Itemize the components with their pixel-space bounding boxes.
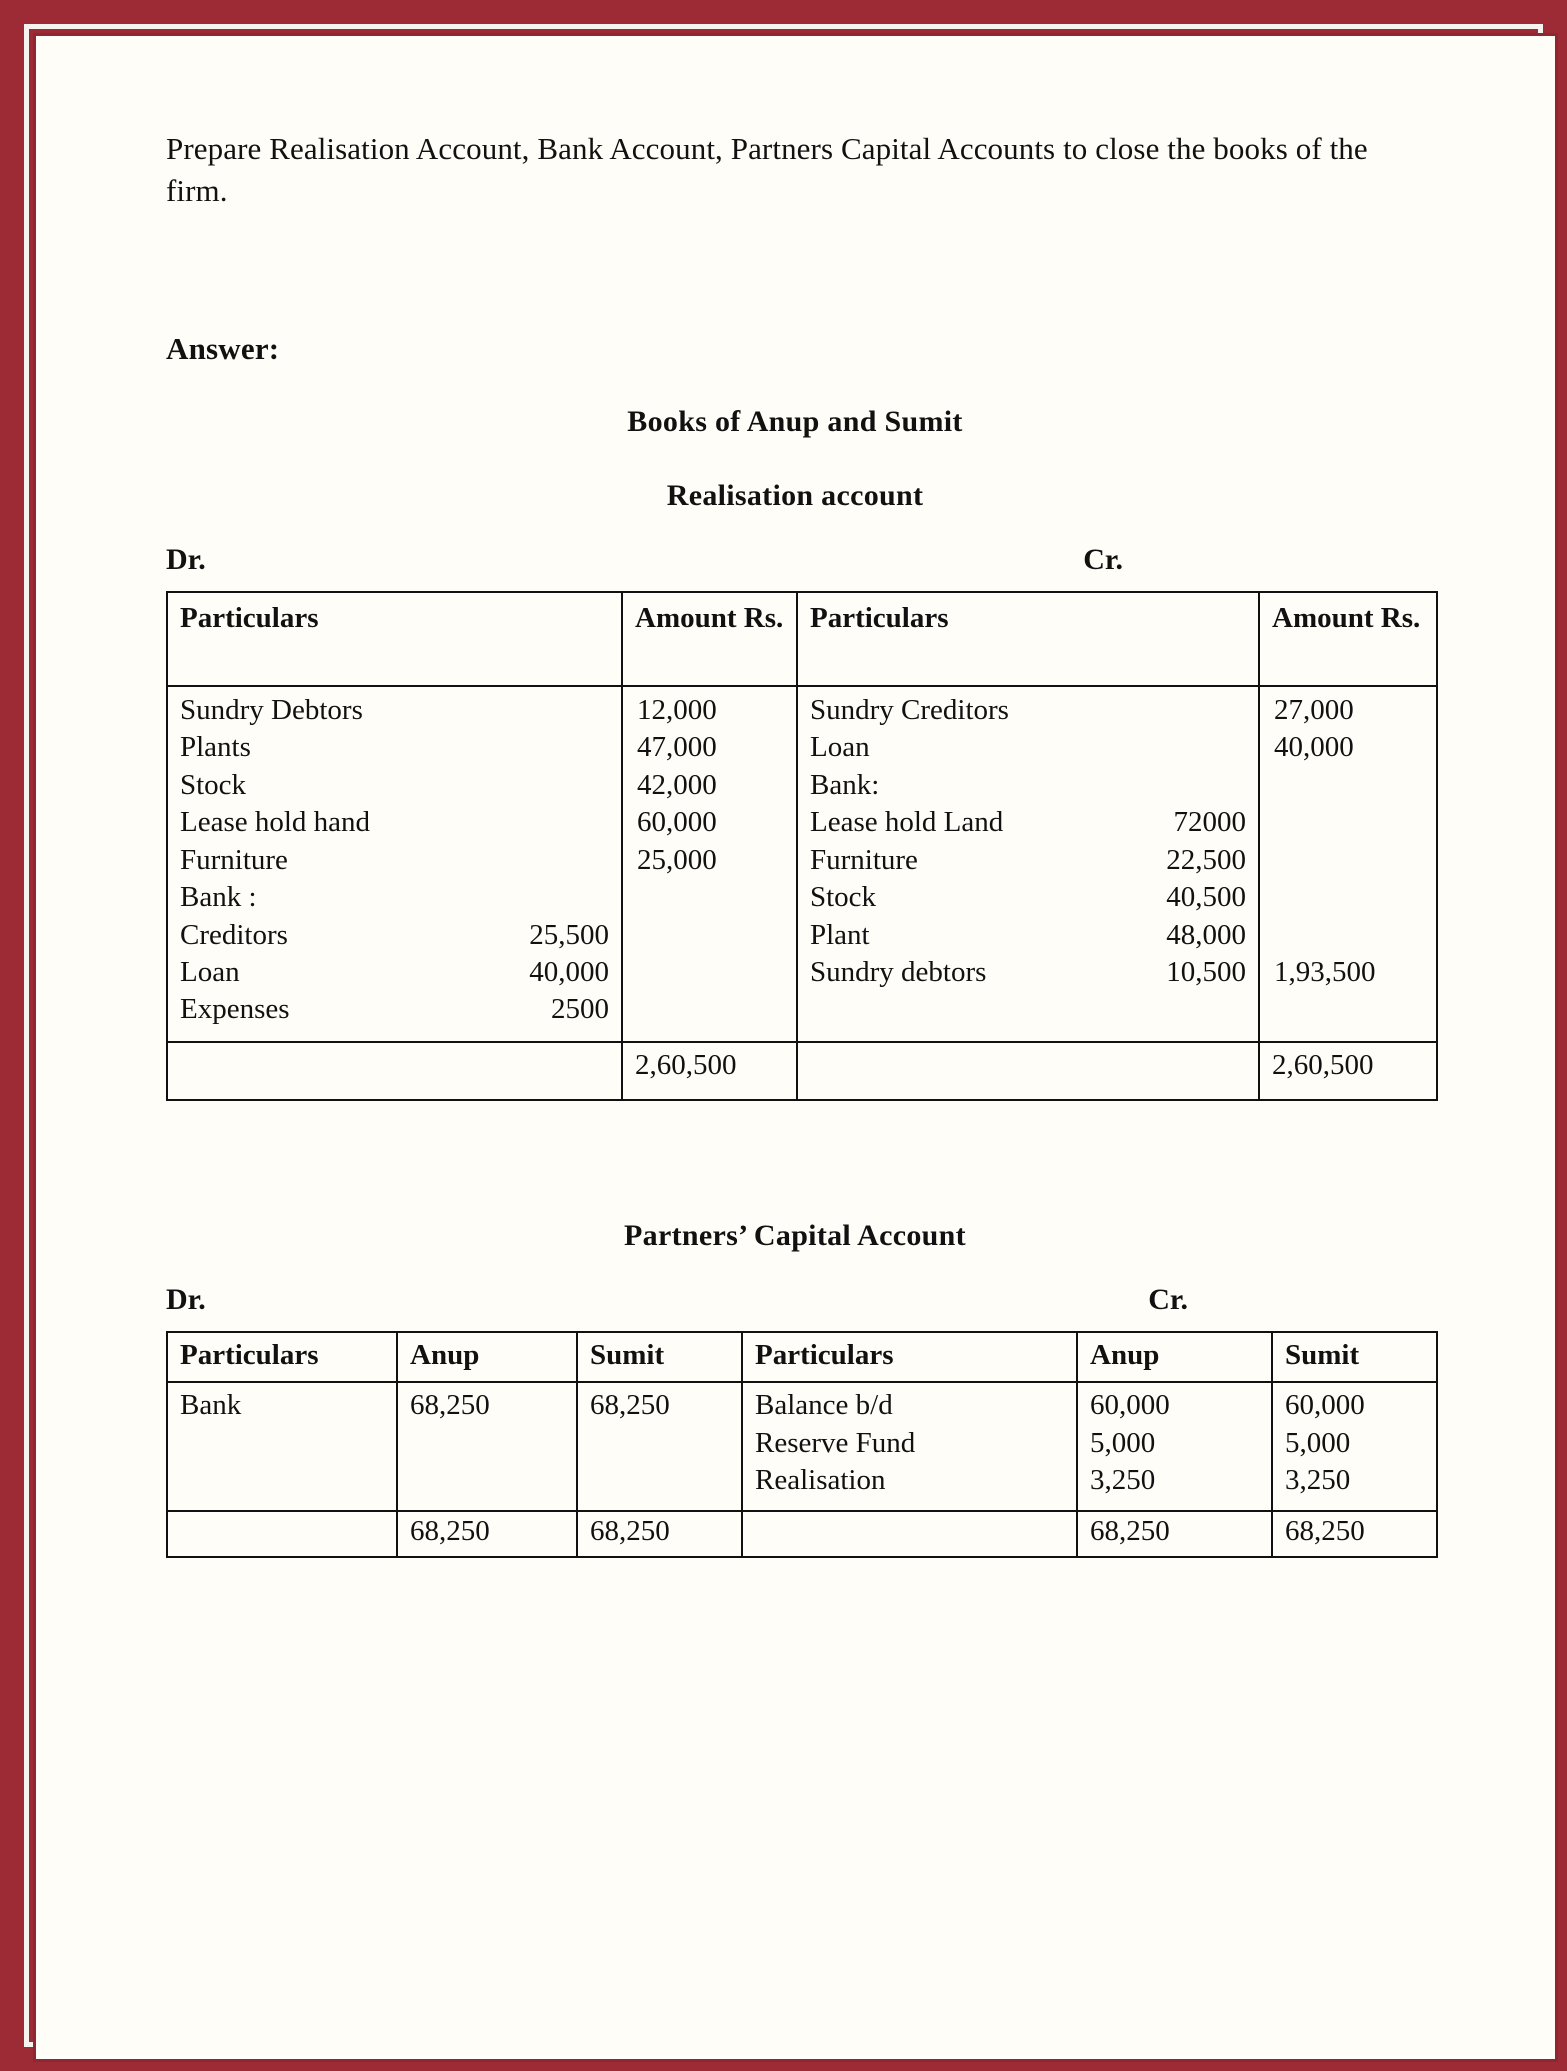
ledger-line	[810, 692, 1246, 729]
capital-credit-anup-values	[1090, 1387, 1261, 1501]
capital-sumit-value: 3,250	[1285, 1464, 1351, 1497]
answer-label: Answer:	[166, 331, 280, 367]
ledger-amount: 1,93,500	[1274, 955, 1376, 988]
ledger-line	[180, 954, 609, 991]
credit-amounts-list	[1274, 692, 1424, 991]
ledger-line-label: Lease hold Land	[810, 806, 1004, 839]
capital-total-credit-anup: 68,250	[1077, 1511, 1272, 1557]
ledger-line-inline-amount: 22,500	[1166, 843, 1246, 876]
total-spacer-right	[797, 1042, 1259, 1100]
debit-items-list	[180, 692, 609, 1029]
ledger-line-label: Plant	[810, 918, 870, 951]
question-text: Prepare Realisation Account, Bank Account, Partners Capital Accounts to close the books of the firm.	[166, 131, 1368, 208]
header-anup-debit: Anup	[397, 1332, 577, 1382]
capital-total-spacer-left	[167, 1511, 397, 1557]
ledger-amount: 42,000	[637, 768, 717, 801]
partners-capital-account-table	[166, 1331, 1438, 1559]
ledger-line-label: Stock	[810, 881, 877, 914]
header-amount-debit: Amount Rs.	[622, 592, 797, 686]
capital-credit-anup-cell	[1077, 1382, 1272, 1512]
header-particulars-debit: Particulars	[167, 1332, 397, 1382]
capital-anup-value: 3,250	[1090, 1464, 1156, 1497]
debit-particulars-cell	[167, 686, 622, 1042]
capital-account-title: Partners’ Capital Account	[624, 1218, 966, 1252]
header-particulars-debit: Particulars	[167, 592, 622, 686]
capital-particular: Bank	[180, 1388, 242, 1421]
capital-credit-particulars-cell	[742, 1382, 1077, 1512]
ledger-line	[180, 804, 609, 841]
table-total-row	[167, 1511, 1437, 1557]
capital-debit-sumit-cell	[577, 1382, 742, 1512]
ledger-amount	[637, 991, 784, 1028]
ledger-line	[180, 917, 609, 954]
ledger-line	[810, 954, 1246, 991]
ledger-line	[180, 692, 609, 729]
capital-debit-items	[180, 1387, 386, 1425]
ledger-line-inline-amount: 40,500	[1166, 881, 1246, 914]
ledger-amount	[1274, 767, 1424, 804]
capital-particular: Balance b/d	[755, 1388, 893, 1421]
realisation-dr-label: Dr.	[166, 543, 206, 577]
realisation-account-table	[166, 591, 1438, 1101]
ledger-amount	[637, 879, 784, 916]
total-spacer-left	[167, 1042, 622, 1100]
ledger-line	[180, 767, 609, 804]
ledger-amount: 27,000	[1274, 694, 1354, 727]
capital-sumit-value: 60,000	[1285, 1388, 1365, 1421]
ledger-line	[810, 767, 1246, 804]
ledger-line-label: Loan	[810, 731, 870, 764]
capital-cr-label: Cr.	[1148, 1282, 1188, 1316]
ledger-line	[810, 842, 1246, 879]
table-header-row	[167, 1332, 1437, 1382]
ledger-line	[180, 879, 609, 916]
header-amount-credit: Amount Rs.	[1259, 592, 1437, 686]
realisation-drcr-row	[166, 543, 1459, 577]
table-body-row	[167, 1382, 1437, 1512]
capital-debit-anup-values	[410, 1387, 566, 1425]
ledger-line-inline-amount: 25,500	[529, 918, 609, 951]
total-credit-amount: 2,60,500	[1259, 1042, 1437, 1100]
capital-credit-sumit-values	[1285, 1387, 1426, 1501]
credit-items-list	[810, 692, 1246, 991]
capital-dr-label: Dr.	[166, 1282, 206, 1316]
capital-anup-value: 5,000	[1090, 1426, 1156, 1459]
ledger-amount	[1274, 804, 1424, 841]
capital-credit-items	[755, 1387, 1066, 1501]
capital-credit-sumit-cell	[1272, 1382, 1437, 1512]
capital-total-debit-sumit: 68,250	[577, 1511, 742, 1557]
ledger-line	[180, 729, 609, 766]
ledger-line	[180, 991, 609, 1028]
ledger-line-label: Creditors	[180, 918, 288, 951]
ledger-line	[810, 804, 1246, 841]
header-particulars-credit: Particulars	[797, 592, 1259, 686]
header-anup-credit: Anup	[1077, 1332, 1272, 1382]
capital-debit-particulars-cell	[167, 1382, 397, 1512]
capital-debit-anup-cell	[397, 1382, 577, 1512]
capital-total-credit-sumit: 68,250	[1272, 1511, 1437, 1557]
ledger-line-label: Sundry debtors	[810, 955, 987, 988]
ledger-line-inline-amount: 40,000	[529, 955, 609, 988]
credit-particulars-cell	[797, 686, 1259, 1042]
ledger-line	[810, 879, 1246, 916]
ledger-line	[810, 729, 1246, 766]
ledger-line-inline-amount: 2500	[551, 993, 609, 1026]
ledger-amount: 25,000	[637, 843, 717, 876]
debit-amounts-list	[637, 692, 784, 1029]
capital-total-spacer-right	[742, 1511, 1077, 1557]
ledger-amount	[1274, 917, 1424, 954]
capital-anup-value: 60,000	[1090, 1388, 1170, 1421]
ledger-line-inline-amount: 48,000	[1166, 918, 1246, 951]
ledger-line-label: Furniture	[810, 843, 918, 876]
ledger-line-label: Furniture	[180, 843, 288, 876]
table-header-row	[167, 592, 1437, 686]
ledger-line	[180, 842, 609, 879]
realisation-cr-label: Cr.	[1083, 543, 1123, 577]
ledger-amount	[637, 917, 784, 954]
ledger-amount: 12,000	[637, 694, 717, 727]
ledger-line-label: Lease hold hand	[180, 806, 371, 839]
ledger-line-label: Stock	[180, 768, 247, 801]
ledger-line-label: Sundry Debtors	[180, 694, 363, 727]
header-particulars-credit: Particulars	[742, 1332, 1077, 1382]
ledger-line-inline-amount: 10,500	[1166, 955, 1246, 988]
ledger-amount	[1274, 879, 1424, 916]
realisation-account-title: Realisation account	[666, 479, 924, 513]
header-sumit-debit: Sumit	[577, 1332, 742, 1382]
ledger-line-inline-amount: 72000	[1173, 806, 1246, 839]
ledger-amount	[1274, 842, 1424, 879]
ledger-amount: 60,000	[637, 806, 717, 839]
capital-total-debit-anup: 68,250	[397, 1511, 577, 1557]
capital-particular: Realisation	[755, 1464, 886, 1497]
ledger-amount	[637, 954, 784, 991]
ledger-line	[810, 917, 1246, 954]
ledger-amount: 40,000	[1274, 731, 1354, 764]
capital-sumit-value: 68,250	[590, 1388, 670, 1421]
page-sheet	[33, 33, 1558, 2062]
header-sumit-credit: Sumit	[1272, 1332, 1437, 1382]
capital-drcr-row	[166, 1283, 1459, 1317]
books-title: Books of Anup and Sumit	[627, 405, 963, 439]
capital-debit-sumit-values	[590, 1387, 731, 1425]
capital-sumit-value: 5,000	[1285, 1426, 1351, 1459]
capital-particular: Reserve Fund	[755, 1426, 916, 1459]
ledger-line-label: Bank:	[810, 768, 880, 801]
table-total-row	[167, 1042, 1437, 1100]
ledger-line-label: Sundry Creditors	[810, 694, 1009, 727]
credit-amount-cell	[1259, 686, 1437, 1042]
ledger-line-label: Expenses	[180, 993, 290, 1026]
page-content	[36, 36, 1555, 2059]
capital-anup-value: 68,250	[410, 1388, 490, 1421]
ledger-line-label: Loan	[180, 955, 240, 988]
ledger-line-label: Bank :	[180, 881, 257, 914]
ledger-line-label: Plants	[180, 731, 251, 764]
debit-amount-cell	[622, 686, 797, 1042]
table-body-row	[167, 686, 1437, 1042]
ledger-amount: 47,000	[637, 731, 717, 764]
total-debit-amount: 2,60,500	[622, 1042, 797, 1100]
